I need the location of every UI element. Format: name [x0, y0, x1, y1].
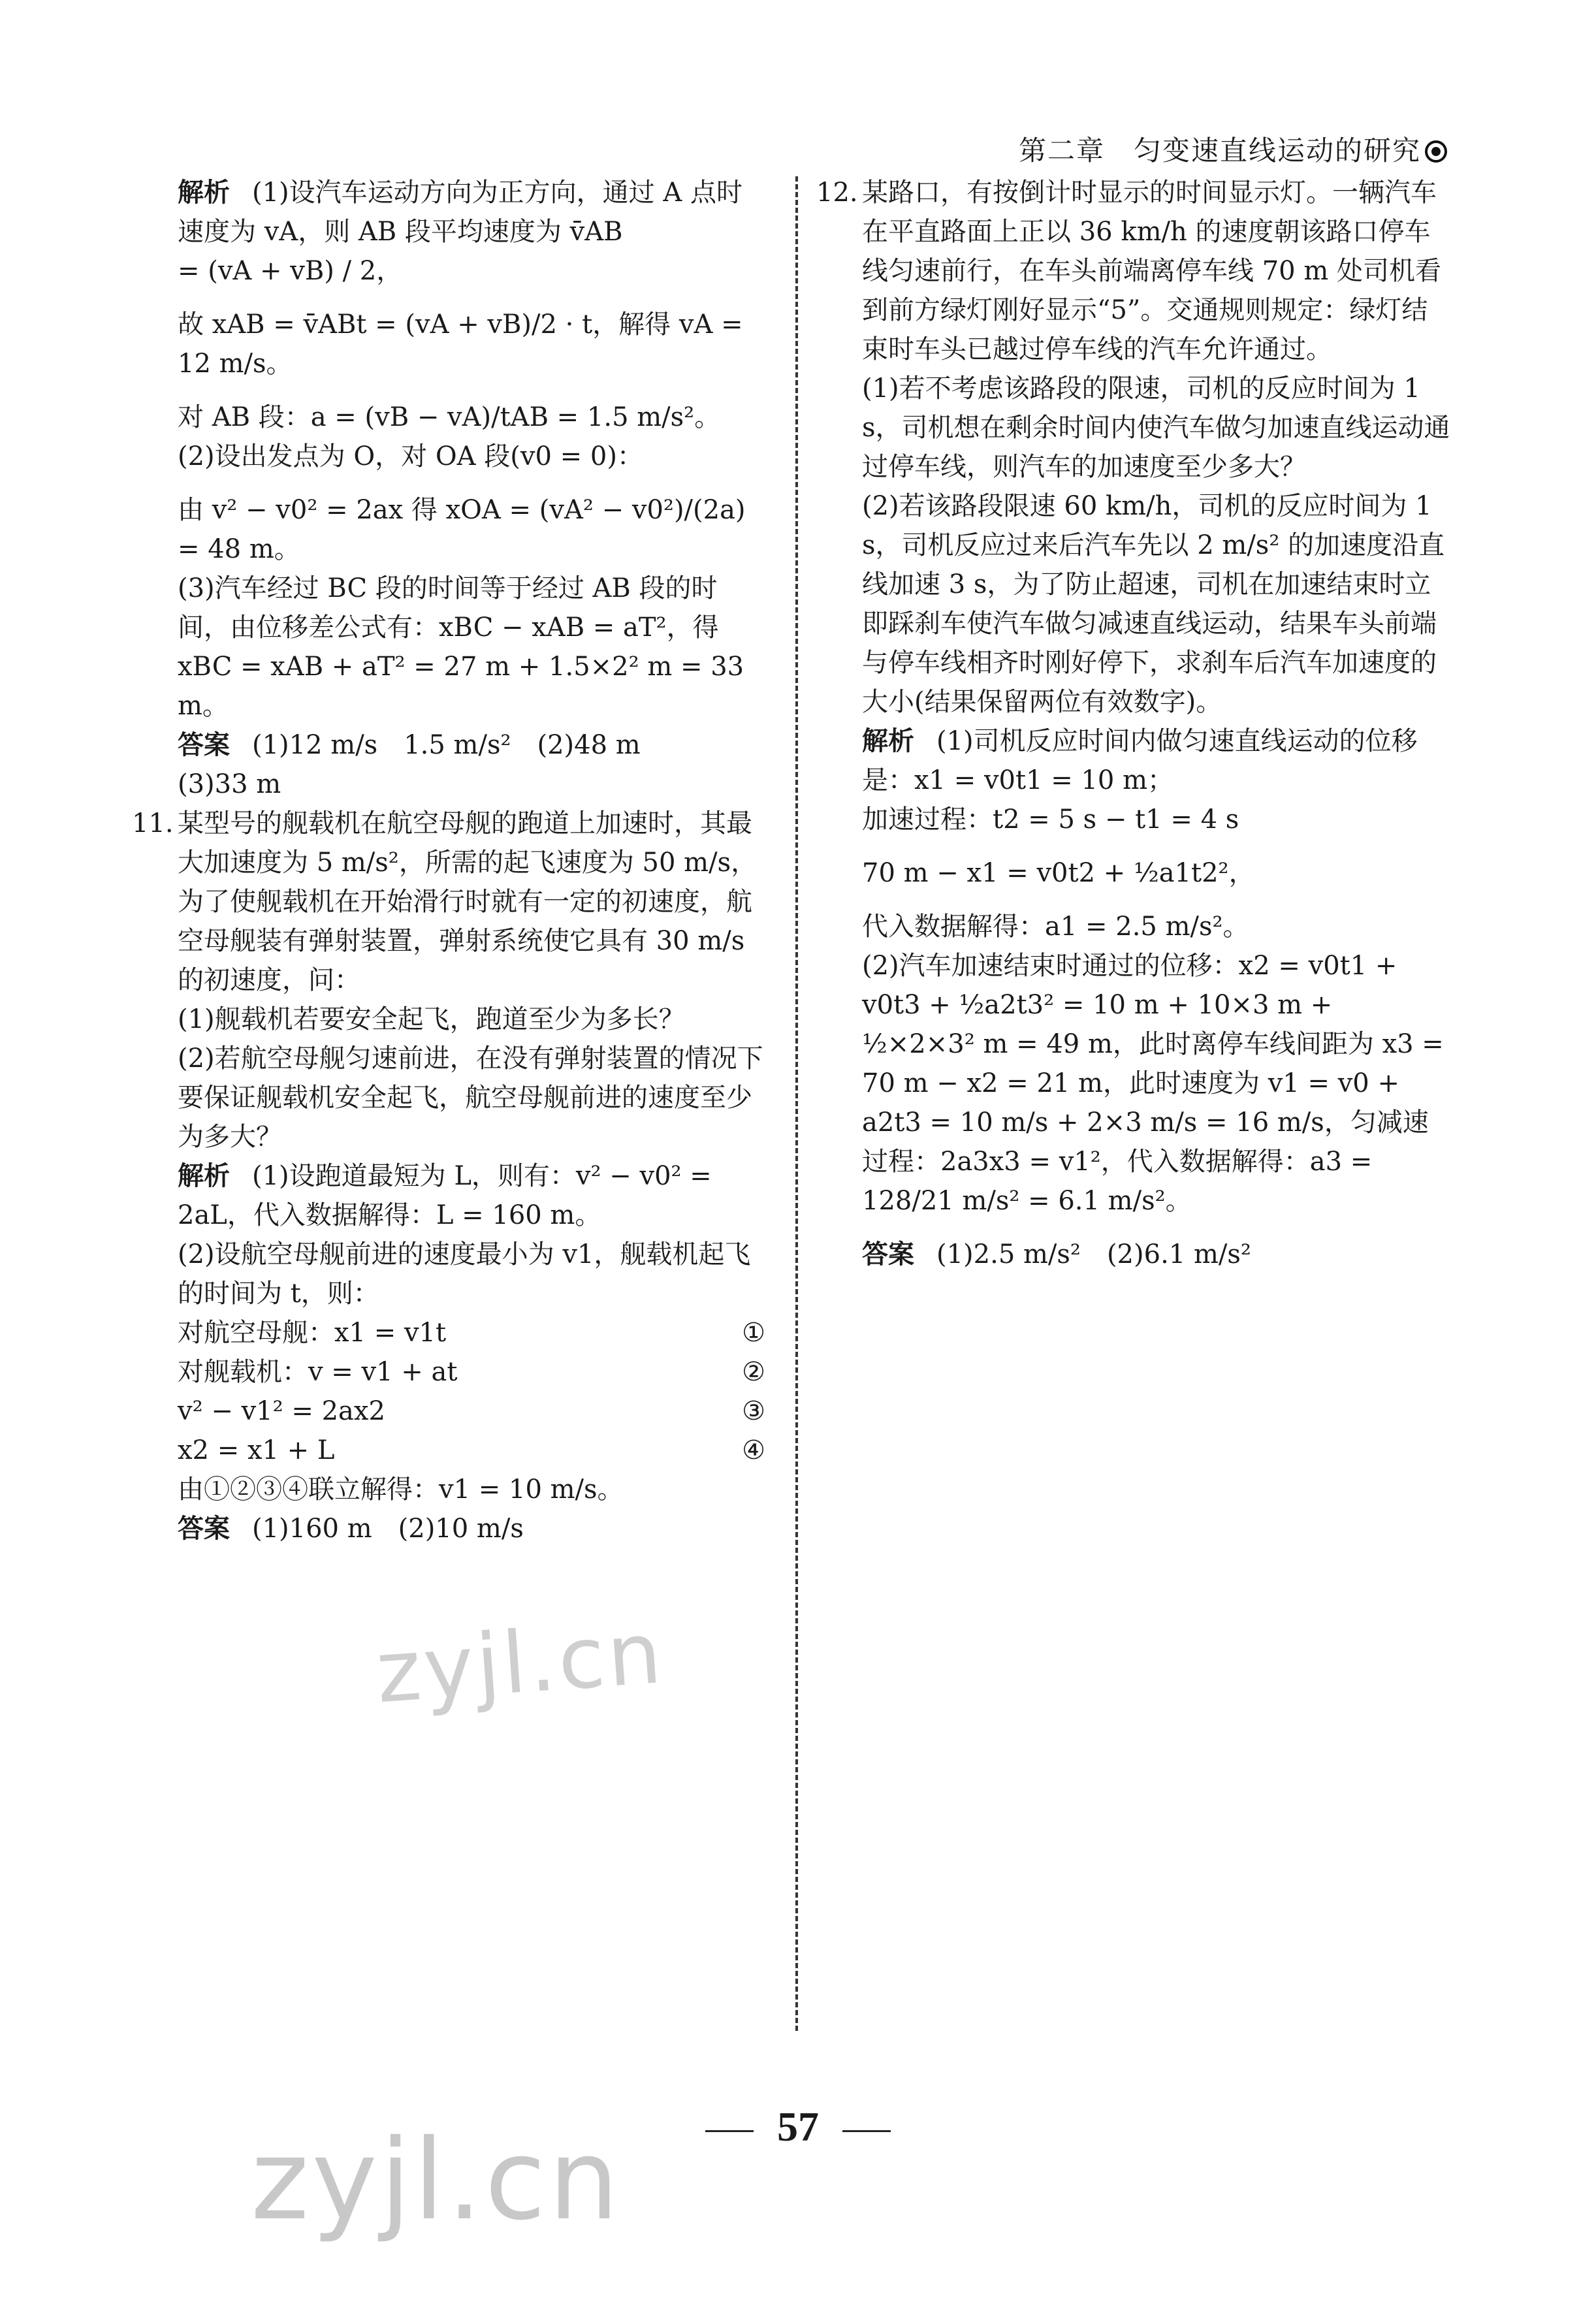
- solution-text: 代入数据解得：a1 = 2.5 m/s²。: [862, 912, 1249, 942]
- page-number-value: 57: [777, 2103, 819, 2150]
- equation-number: ③: [742, 1396, 765, 1426]
- question-text: 某型号的舰载机在航空母舰的跑道上加速时，其最大加速度为 5 m/s²，所需的起飞速度为 50 m/s，为了使舰载机在开始滑行时就有一定的初速度，航空母舰装有弹射装置，弹射系统使它具有 30 m/s 的初速度，问：: [178, 808, 758, 995]
- chapter-header: [1019, 129, 1447, 168]
- equation: x2 = x1 + L: [178, 1435, 335, 1465]
- question-number: 12.: [816, 178, 858, 208]
- page-number-dash: [842, 2130, 891, 2132]
- solution-text: = (vA + vB) / 2，: [178, 256, 403, 286]
- question-12: [816, 173, 1453, 369]
- column-divider: [795, 176, 798, 2031]
- analysis-label: 解析: [862, 726, 914, 756]
- solution-text: (1)设跑道最短为 L，则有：v² − v0² = 2aL，代入数据解得：L = 160 m。: [178, 1161, 712, 1230]
- watermark-bottom: zyjl.cn: [251, 2116, 622, 2245]
- answer-text: (1)12 m/s 1.5 m/s² (2)48 m: [252, 730, 641, 760]
- answer-label: 答案: [178, 1514, 230, 1544]
- answer-block: [178, 1509, 765, 1548]
- solution-text: 70 m − x1 = v0t2 + ½a1t2²，: [862, 858, 1255, 888]
- solution-text: 由 v² − v0² = 2ax 得 xOA = (vA² − v0²)/(2a) = 48 m。: [178, 495, 746, 564]
- solution-text: (2)设出发点为 O，对 OA 段(v0 = 0)：: [178, 441, 643, 471]
- solution-text: (1)设汽车运动方向为正方向，通过 A 点时速度为 vA，则 AB 段平均速度为 v̄AB: [178, 178, 742, 247]
- watermark-mid: zyjl.cn: [373, 1603, 667, 1723]
- question-part: (1)舰载机若要安全起飞，跑道至少为多长？: [178, 1004, 685, 1034]
- solution-text: (2)汽车加速结束时通过的位移：x2 = v0t1 + v0t3 + ½a2t3² = 10 m + 10×3 m + ½×2×3² m = 49 m，此时离停车线间距为 x3 = 70 m − x2 = 21 m，此时速度为 v1 = v0 + a2t3 = 10 m/s + 2×3 m/s = 16 m/s，匀减速过程：2a3x3 = v1²，代入数据解得：a3 = 128/21 m/s² = 6.1 m/s²。: [862, 951, 1444, 1216]
- right-column: [816, 173, 1453, 1274]
- analysis-block: [178, 1156, 765, 1235]
- equation-row: [178, 1431, 765, 1470]
- answer-label: 答案: [862, 1239, 914, 1269]
- left-column: [132, 173, 765, 1548]
- answer-label: 答案: [178, 730, 230, 760]
- question-part: (1)若不考虑该路段的限速，司机的反应时间为 1 s，司机想在剩余时间内使汽车做匀加速直线运动通过停车线，则汽车的加速度至少多大？: [862, 374, 1450, 482]
- solution-text: 由①②③④联立解得：v1 = 10 m/s。: [178, 1475, 624, 1505]
- equation-number: ①: [742, 1318, 765, 1348]
- equation-number: ④: [742, 1435, 765, 1465]
- bullet-icon: [1425, 140, 1447, 163]
- equation-row: [178, 1392, 765, 1431]
- solution-text: (2)设航空母舰前进的速度最小为 v1，舰载机起飞的时间为 t，则：: [178, 1239, 751, 1309]
- question-text: 某路口，有按倒计时显示的时间显示灯。一辆汽车在平直路面上正以 36 km/h 的速度朝该路口停车线匀速前行，在车头前端离停车线 70 m 处司机看到前方绿灯刚好显示“5”。交通规则规定：绿灯结束时车头已越过停车线的汽车允许通过。: [862, 178, 1441, 364]
- solution-text: 对 AB 段：a = (vB − vA)/tAB = 1.5 m/s²。: [178, 402, 721, 432]
- chapter-title: 第二章 匀变速直线运动的研究: [1018, 135, 1421, 167]
- analysis-block: [862, 722, 1453, 800]
- solution-text: 故 xAB = v̄ABt = (vA + vB)/2 · t，解得 vA = 12 m/s。: [178, 310, 743, 379]
- question-part: (2)若航空母舰匀速前进，在没有弹射装置的情况下要保证舰载机安全起飞，航空母舰前进的速度至少为多大？: [178, 1044, 763, 1152]
- equation-row: [178, 1313, 765, 1352]
- question-part: (2)若该路段限速 60 km/h，司机的反应时间为 1 s，司机反应过来后汽车先以 2 m/s² 的加速度沿直线加速 3 s，为了防止超速，司机在加速结束时立即踩刹车使汽车做匀减速直线运动，结果车头前端与停车线相齐时刚好停下，求刹车后汽车加速度的大小(结果保留两位有效数字)。: [862, 491, 1445, 717]
- solution-text: (1)司机反应时间内做匀速直线运动的位移是：x1 = v0t1 = 10 m；: [862, 726, 1418, 795]
- equation-row: [178, 1352, 765, 1392]
- answer-text: (3)33 m: [178, 769, 281, 799]
- answer-block: [178, 726, 765, 765]
- page-number: [0, 2103, 1596, 2151]
- answer-text: (1)160 m (2)10 m/s: [252, 1514, 524, 1544]
- page-number-dash: [705, 2130, 754, 2132]
- solution-text: 加速过程：t2 = 5 s − t1 = 4 s: [862, 805, 1239, 835]
- equation-number: ②: [742, 1357, 765, 1387]
- analysis-label: 解析: [178, 178, 230, 208]
- solution-text: (3)汽车经过 BC 段的时间等于经过 AB 段的时间，由位移差公式有：xBC − xAB = aT²，得 xBC = xAB + aT² = 27 m + 1.5×2² m = 33 m。: [178, 573, 744, 721]
- question-number: 11.: [132, 808, 174, 838]
- analysis-block: [178, 173, 765, 251]
- question-11: [132, 804, 765, 1000]
- equation: 对航空母舰：x1 = v1t: [178, 1318, 447, 1348]
- equation: 对舰载机：v = v1 + at: [178, 1357, 458, 1387]
- answer-block: [862, 1235, 1453, 1274]
- answer-text: (1)2.5 m/s² (2)6.1 m/s²: [936, 1239, 1251, 1269]
- analysis-label: 解析: [178, 1161, 230, 1191]
- equation: v² − v1² = 2ax2: [178, 1396, 385, 1426]
